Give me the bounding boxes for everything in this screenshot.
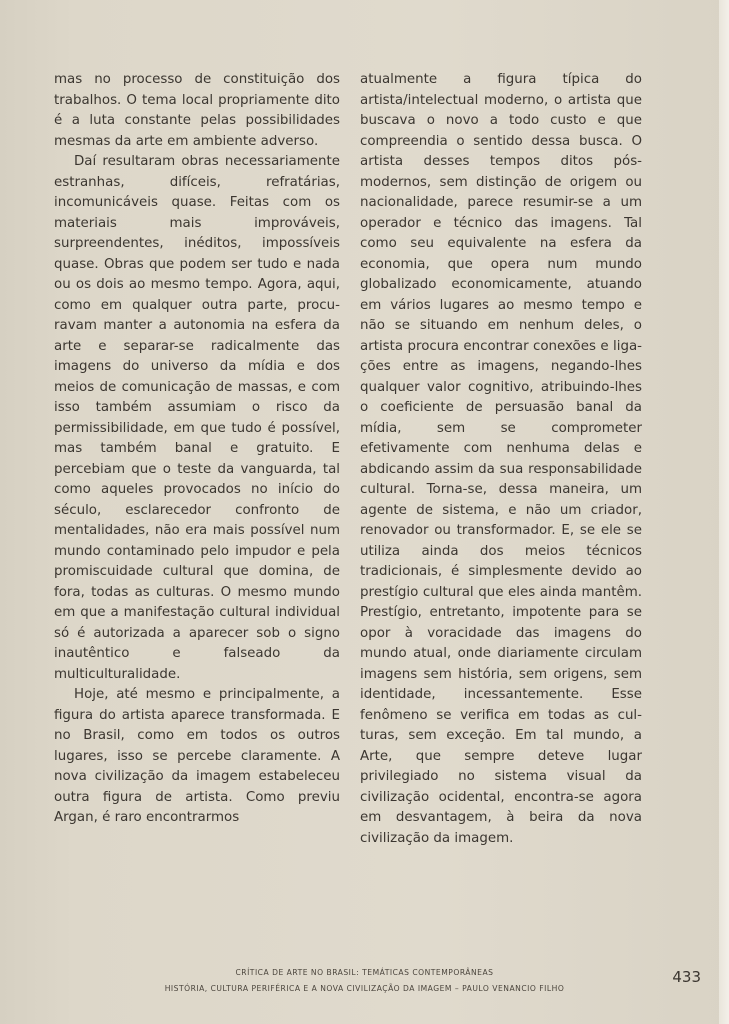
paragraph: atualmente a figura típica do artista/intelectual moderno, o artista que buscava o novo a todo custo e que compreendia o sentido dessa busca. O artista desses tempos ditos pós-modernos, sem distinção de origem ou nacionalidade, parece resumir-se a um operador e técnico das imagens. Tal como seu equivalente na esfera da economia, que opera num mundo globalizado economicamente, atuando em vários lugares ao mesmo tempo e não se situando em nenhum deles, o artista procura encontrar conexões e ligações entre as imagens, negando-lhes qualquer valor cognitivo, atribuindo-lhes o coeficiente de persuasão banal da mídia, sem se comprometer efetivamente com nenhuma delas e abdicando assim da sua responsabilidade cultural. Torna-se, dessa maneira, um agente de sistema, e não um criador, renovador ou transformador. E, se ele se utiliza ainda dos meios técnicos tradicionais, é simplesmente devido ao prestígio cultural que eles ainda mantêm. Prestígio, entretanto, impotente para se opor à voracidade das imagens do mundo atual, onde diariamente circulam imagens sem história, sem origens, sem identidade, incessantemente. Esse fenômeno se verifica em todas as culturas, sem exceção. Em tal mundo, a Arte, que sempre deteve lugar privilegiado no sistema visual da civilização ocidental, encontra-se agora em desvantagem, à beira da nova civilização da imagem. — [360, 72, 642, 846]
page-number: 433 — [672, 968, 701, 986]
running-footer-title: CRÍTICA DE ARTE NO BRASIL: TEMÁTICAS CONTEMPORÂNEAS — [235, 968, 494, 977]
paragraph: Hoje, até mesmo e principalmente, a figura do artista aparece transformada. E no Brasil, como em todos os outros lugares, isso se percebe claramente. A nova civilização da imagem estabeleceu outra figura de artista. Como previu Argan, é raro encontrarmos — [54, 687, 340, 825]
right-column — [360, 70, 642, 849]
paragraph: Daí resultaram obras necessariamente estranhas, difíceis, refratárias, incomunicáveis quase. Feitas com os materiais mais improváveis, surpreendentes, inéditos, impossíveis quase. Obras que podem ser tudo e nada ou os dois ao mesmo tempo. Agora, aqui, como em qualquer outra parte, procuravam manter a autonomia na esfera da arte e separar-se radicalmente das imagens do universo da mídia e dos meios de comunicação de massas, e com isso também assumiam o risco da permissibilidade, em que tudo é possível, mas também banal e gratuito. E percebiam que o teste da vanguarda, tal como aqueles provocados no início do século, esclarecedor confronto de mentalidades, não era mais possível num mundo contaminado pelo impudor e pela promiscuidade cultural que domina, de fora, todas as culturas. O mesmo mundo em que a manifestação cultural individual só é autorizada a aparecer sob o signo inautêntico e falseado da multiculturalidade. — [54, 154, 340, 682]
running-footer-subtitle: HISTÓRIA, CULTURA PERIFÉRICA E A NOVA CIVILIZAÇÃO DA IMAGEM – PAULO VENANCIO FILHO — [164, 984, 565, 993]
paragraph: mas no processo de constituição dos trabalhos. O tema local propriamente dito é a luta constante pelas possibilidades mesmas da arte em ambiente adverso. — [54, 72, 340, 149]
left-column — [54, 70, 340, 829]
page-edge — [719, 0, 729, 1024]
